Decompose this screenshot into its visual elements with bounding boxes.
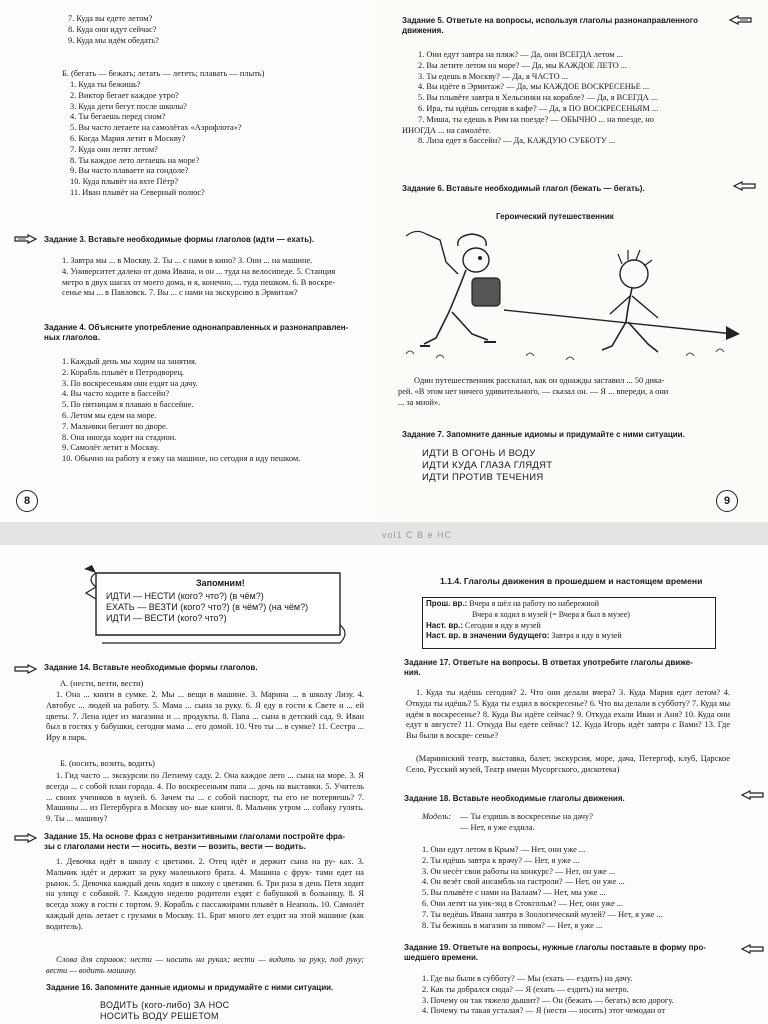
list-item: 2. Виктор бегает каждое утро?	[70, 90, 179, 100]
list-item: 1. Они едут завтра на пляж? — Да, они ВСЕГДА летом ...	[418, 50, 623, 59]
task-19-title: Задание 19. Ответьте на вопросы, нужные глаголы поставьте в форму про- шедшего времени.	[404, 943, 706, 962]
task-16-title: Задание 16. Запомните данные идиомы и придумайте с ними ситуации.	[46, 983, 334, 992]
tense-table-rows	[426, 599, 630, 642]
pointing-hand-icon	[730, 180, 756, 192]
table-row: Вчера я ходил в музей (= Вчера я был в музее)	[472, 609, 630, 619]
model-dialogue: — Ты ездишь в воскресенье на дачу? — Нет, я уже ездила.	[460, 812, 593, 832]
list-item: 6. Они летят на уик-энд в Стокгольм? — Нет, они уже ...	[422, 898, 624, 908]
idiom: ИДТИ КУДА ГЛАЗА ГЛЯДЯТ	[422, 460, 553, 471]
list-item: 3. Почему он так тяжело дышит? — Он (бежать — бегать) всю дорогу.	[422, 995, 674, 1005]
task-14-title: Задание 14. Вставьте необходимые формы глаголов.	[44, 663, 258, 672]
list-item: 10. Куда плывёт на яхте Пётр?	[70, 177, 178, 187]
page-16	[0, 545, 380, 1024]
task-6-title: Задание 6. Вставьте необходимый глагол (бежать — бегать).	[402, 184, 645, 193]
page-8	[0, 0, 378, 522]
model-label: Модель:	[422, 812, 452, 821]
pointing-hand-icon	[726, 14, 752, 26]
list-item: 3. По воскресеньям они ездят на дачу.	[62, 378, 198, 388]
story-text: Один путешественник рассказал, как он однажды заставил ... 50 дика- рей. «В этом нет ничего удивительного, — сказал он. — Я ... впереди, а они ... за мной».	[398, 376, 669, 407]
exercise-list-b	[70, 80, 242, 199]
banner-title: Запомним!	[196, 578, 245, 588]
list-item: 9. Куда мы идём обедать?	[68, 35, 159, 45]
list-item: 11. Иван плывёт на Северный полюс?	[70, 187, 205, 197]
banner-rules: ИДТИ — НЕСТИ (кого? что?) (в чём?) ЕХАТЬ — ВЕЗТИ (кого? что?) (в чём?) (на чём?) ИДТИ — ВЕСТИ (кого? что?)	[106, 591, 309, 623]
list-item: 1. Каждый день мы ходим на занятия.	[62, 357, 197, 366]
task-18-list	[422, 845, 663, 931]
task-14-a-title: А. (нести, везти, вести)	[60, 679, 144, 688]
list-item: 6. Ира, ты идёшь сегодня в кафе? — Да, я ПО ВОСКРЕСЕНЬЯМ ...	[418, 103, 659, 113]
list-item: 7. Мальчики бегают во дворе.	[62, 421, 168, 431]
list-item: 6. Когда Мария летит в Москву?	[70, 133, 186, 143]
task-17-text: 1. Куда ты идёшь сегодня? 2. Что они делали вчера? 3. Куда Мария едет летом? 4. Откуда ты идёшь? 5. Куда ты ездил в воскресенье? 6. Что вы делали в субботу? 7. Куда мы идём в воскресенье? 8. Куда Вы идёте сейчас? 9. Откуда ехали Иван и Аня? 10. Куда они едут в августе? 11. Откуда Вы едете сейчас? 12. Куда Игорь идёт завтра с Вами? 13. Где Вы были в воскре- сенье?	[406, 688, 730, 741]
task-7-title: Задание 7. Запомните данные идиомы и придумайте с ними ситуации.	[402, 430, 685, 439]
task-5-list	[402, 50, 659, 147]
list-item: 7. Куда они летят летом?	[70, 144, 158, 154]
idiom: ИДТИ ПРОТИВ ТЕЧЕНИЯ	[422, 472, 544, 483]
task-14-b-text: 1. Гид часто ... экскурсии по Летнему саду. 2. Она каждое лето ... сына на море. 3. Я всегда ... с собой план города. 4. По воскресеньям папа ... дочь на выставки. 5. Учитель ... своих учеников в музей. 6. Зачем ты ... с собой паспорт, ты его не потеряешь? 7. Машины ... из Петербурга в Москву но- вые книги. 8. Мальчик утром ... собаку гулять. 9. Ты ... машину?	[46, 771, 364, 824]
list-item: 8. Она иногда ходит на стадион.	[62, 432, 177, 442]
list-item: 2. Вы летите летом на море? — Да, мы КАЖДОЕ ЛЕТО ...	[418, 60, 627, 70]
page-17	[380, 545, 768, 1024]
list-item: 5. По пятницам я плаваю в бассейне.	[62, 400, 194, 410]
task-18-title: Задание 18. Вставьте необходимые глаголы движения.	[404, 794, 625, 803]
list-item: 2. Ты идёшь завтра к врачу? — Нет, я уже ...	[422, 855, 580, 865]
list-item: 5. Вы плывёте завтра в Хельсинки на корабле? — Да, я ВСЕГДА ...	[418, 93, 658, 103]
table-row: Наст. вр. в значении будущего: Завтра я иду в музей	[426, 631, 622, 641]
list-item: 4. Ты бегаешь перед сном?	[70, 112, 166, 122]
list-item: 10. Обычно на работу я езжу на машине, но сегодня я иду пешком.	[62, 454, 301, 464]
list-item: 4. Вы идёте в Эрмитаж? — Да, мы КАЖДОЕ ВОСКРЕСЕНЬЕ ...	[418, 82, 650, 92]
page-number: 8	[16, 490, 38, 512]
pointing-hand-icon	[738, 943, 764, 955]
list-item: 4. Вы часто ходите в бассейн?	[62, 389, 170, 399]
list-item: 7. Ты ведёшь Ивана завтра в Зоологический музей? — Нет, я уже ...	[422, 909, 663, 919]
task-4-title: Задание 4. Объясните употребление однонаправленных и разнонаправлен- ных глаголов.	[44, 323, 349, 342]
list-item: 2. Как ты добрался сюда? — Я (ехать — ездить) на метро.	[422, 984, 629, 994]
list-item: 7. Куда вы едете летом?	[68, 14, 153, 23]
story-title: Героический путешественник	[496, 212, 614, 221]
list-item: 3. Ты едешь в Москву? — Да, я ЧАСТО ...	[418, 71, 568, 81]
page-number: 9	[716, 490, 738, 512]
task-3-title: Задание 3. Вставьте необходимые формы глаголов (идти — ехать).	[44, 235, 315, 244]
page-9	[378, 0, 768, 524]
idiom: НОСИТЬ ВОДУ РЕШЕТОМ	[100, 1011, 219, 1021]
list-item: 9. Самолёт летит в Москву.	[62, 443, 160, 453]
table-row: Прош. вр.: Вчера я шёл на работу по набережной	[426, 599, 599, 608]
task-17-title: Задание 17. Ответьте на вопросы. В ответах употребите глаголы движе- ния.	[404, 658, 693, 677]
pointing-hand-icon	[14, 832, 40, 844]
task-15-title: Задание 15. На основе фраз с нетранзитивными глаголами постройте фра- зы с глаголами нести — носить, везти — возить, вести — водить.	[44, 832, 346, 851]
list-item: 7. Миша, ты едешь в Рим на поезде? — ОБЫЧНО ... на поезде, но	[418, 114, 654, 124]
task-15-text: 1. Девочка идёт в школу с цветами. 2. Отец идёт и держит сына на ру- ках. 3. Мальчик идёт и держит за руку маленького брата. 4. Машина с фрук- тами едет на рынок. 5. Девочка каждый день ходит в школу с цветами. 6. Три раза в день Петя ходит на улицу с собакой. 7. Каждую неделю родители ездят с бабушкой в больницу. 8. Я всегда хожу в гости с тортом. 9. Корабль с пассажирами плывёт в Неаполь. 10. Самолёт каждый день летает с грузами в Москву. 11. Брат много лет ездит на этой машине (как водитель).	[46, 857, 364, 931]
idiom: ВОДИТЬ (кого-либо) ЗА НОС	[100, 1000, 230, 1010]
idiom: ИДТИ В ОГОНЬ И ВОДУ	[422, 448, 536, 459]
idiom-list	[100, 1000, 229, 1022]
list-item: 5. Вы плывёте с нами на Валаам? — Нет, мы уже ...	[422, 888, 606, 898]
table-row: Наст. вр.: Сегодня я иду в музей	[426, 620, 541, 630]
task-19-list	[422, 974, 674, 1017]
pointing-hand-icon	[14, 233, 40, 245]
pointing-hand-icon	[14, 663, 40, 675]
list-item: 8. Ты каждое лето летаешь на море?	[70, 155, 200, 165]
pointing-hand-icon	[738, 789, 764, 801]
list-item: 9. Вы часто плаваете на гондоле?	[70, 166, 189, 176]
idiom-list	[422, 448, 552, 484]
list-item: 5. Вы часто летаете на самолётах «Аэрофлота»?	[70, 123, 242, 133]
list-item: 4. Почему ты такая усталая? — Я (нести — носить) этот чемодан от	[422, 1006, 666, 1016]
task-5-title: Задание 5. Ответьте на вопросы, используя глаголы разнонаправленного движения.	[402, 16, 698, 35]
list-item: 1. Куда ты бежишь?	[70, 80, 141, 89]
list-item: 8. Лиза едет в бассейн? — Да, КАЖДУЮ СУББОТУ ...	[418, 136, 616, 146]
task-14-b-title: Б. (носить, возить, водить)	[60, 759, 155, 768]
section-title: 1.1.4. Глаголы движения в прошедшем и настоящем времени	[440, 576, 703, 586]
list-item: 2. Корабль плывёт в Петродворец.	[62, 367, 185, 377]
gutter-handwriting: vol1 С В е НС	[382, 530, 453, 540]
cartoon-illustration	[396, 226, 746, 366]
section-b-title: Б. (бегать — бежать; летать — лететь; плавать — плыть)	[62, 69, 265, 78]
list-item: 1. Они едут летом в Крым? — Нет, они уже ...	[422, 845, 586, 854]
task-3-text: 1. Завтра мы ... в Москву. 2. Ты ... с нами в кино? 3. Они ... на машине. 4. Университет далеко от дома Ивана, и он ... туда на велосипеде. 5. Станция метро в двух шагах от моего дома, и я, конечно, ... туда пешком. 6. В воскре- сенье мы ... в Павловск. 7. Вы ... с нами на экскурсию в Эрмитаж?	[62, 256, 336, 298]
list-item: 3. Он несёт свои работы на конкурс? — Нет, он уже ...	[422, 866, 616, 876]
task-17-hint: (Мариинский театр, выставка, балет, экскурсия, море, дача, Петергоф, клуб, Царское Село, Русский музей, Театр имени Мусоргского, дискотека)	[406, 754, 730, 774]
task-14-a-text: 1. Она ... книги в сумке. 2. Мы ... вещи в машине. 3. Марина ... в школу Лизу. 4. Автобус ... людей на работу. 5. Мама ... сына за руку. 6. Я еду в гости к Свете и ... ей цветы. 7. Лена идет из магазина и ... продукты. 8. Папа ... сына в детский сад. 9. Иван был в гостях у бабушки, сегодня мама ... его домой. 10. Что ты ... в сумке? 11. Сестра ... Иру в парк.	[46, 690, 364, 743]
list-item: 8. Ты бежишь в магазин за пивом? — Нет, я уже ...	[422, 920, 603, 930]
list-item: ИНОГДА ... на самолёте.	[402, 125, 492, 135]
list-item: 4. Он везёт свой ансамбль на гастроли? — Нет, он уже ...	[422, 877, 625, 887]
list-item: 3. Куда дети бегут после школы?	[70, 101, 187, 111]
task-15-hint: Слова для справок: нести — носить на руках; вести — водить за руку, под руку; вести — водить машину.	[46, 955, 364, 975]
list-item: 8. Куда они идут сейчас?	[68, 24, 157, 34]
exercise-list-a-tail	[68, 14, 159, 46]
list-item: 6. Летом мы едем на море.	[62, 410, 157, 420]
list-item: 1. Где вы были в субботу? — Мы (ехать — ездить) на дачу.	[422, 974, 633, 983]
task-4-list	[62, 357, 300, 465]
